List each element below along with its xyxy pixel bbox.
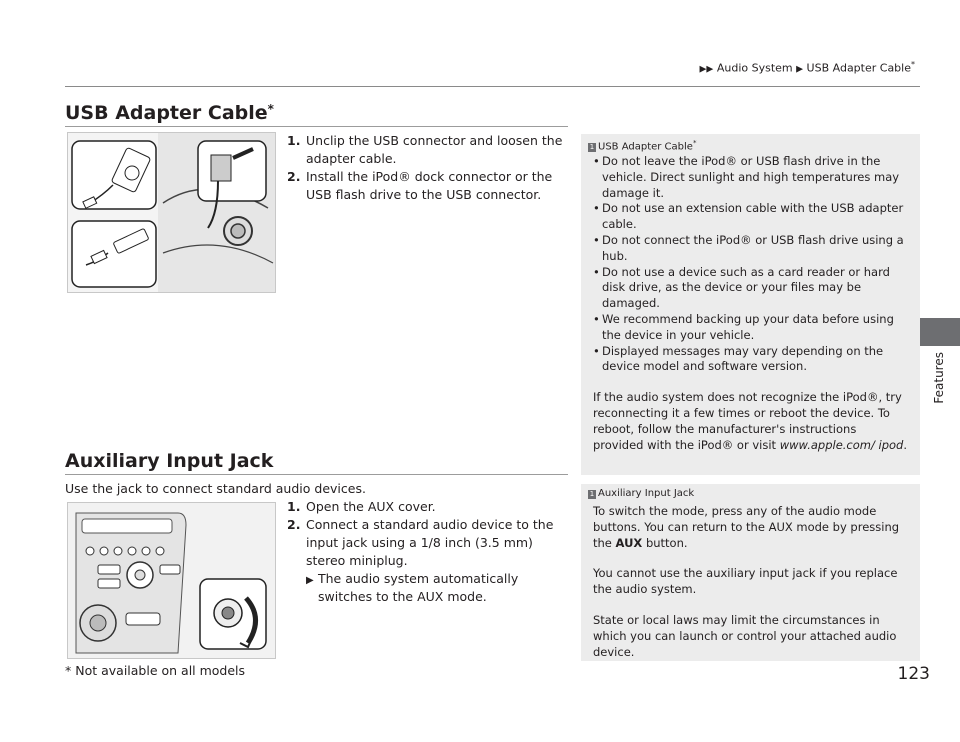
aux-note-heading bbox=[581, 484, 920, 502]
list-item bbox=[593, 201, 908, 233]
note-heading-text: Auxiliary Input Jack bbox=[598, 488, 695, 499]
paragraph-text: button. bbox=[642, 535, 688, 550]
bullet-icon: • bbox=[593, 311, 600, 326]
bullet-text: Do not use an extension cable with the USB adapter cable. bbox=[602, 201, 904, 232]
step-text: Open the AUX cover. bbox=[306, 499, 436, 514]
aux-intro: Use the jack to connect standard audio devices. bbox=[65, 481, 366, 496]
aux-step-1 bbox=[287, 498, 572, 516]
aux-steps bbox=[287, 498, 572, 606]
usb-section-title bbox=[65, 102, 274, 124]
breadcrumb-audio-system[interactable]: Audio System bbox=[716, 61, 793, 75]
page-number: 123 bbox=[897, 664, 930, 684]
bullet-icon: • bbox=[593, 201, 600, 216]
step-number: 1. bbox=[287, 133, 301, 148]
breadcrumb bbox=[700, 60, 916, 75]
result-text: The audio system automatically switches to the AUX mode. bbox=[318, 571, 519, 604]
aux-note-body bbox=[581, 502, 920, 660]
section-label: Features bbox=[932, 352, 946, 404]
paragraph-end: . bbox=[903, 437, 908, 452]
header-rule bbox=[65, 86, 920, 87]
usb-title-rule bbox=[65, 126, 568, 127]
list-item bbox=[593, 265, 908, 312]
step-number: 1. bbox=[287, 499, 301, 514]
footnote: * Not available on all models bbox=[65, 663, 246, 678]
aux-step-result bbox=[287, 570, 572, 606]
list-item bbox=[593, 312, 908, 344]
step-number: 2. bbox=[287, 517, 301, 532]
bullet-text: Do not leave the iPod® or USB flash drive in the vehicle. Direct sunlight and high temperatures may damage it. bbox=[602, 154, 900, 200]
aux-note-paragraph-1 bbox=[593, 504, 908, 551]
bullet-icon: • bbox=[593, 343, 600, 358]
list-item bbox=[593, 344, 908, 376]
usb-note-paragraph bbox=[593, 390, 908, 453]
note-heading-star: * bbox=[692, 139, 697, 147]
list-item bbox=[593, 233, 908, 265]
step-number: 2. bbox=[287, 169, 301, 184]
usb-title-star: * bbox=[267, 102, 274, 116]
aux-step-2 bbox=[287, 516, 572, 570]
aux-note-paragraph-3: State or local laws may limit the circumstances in which you can launch or control your attached audio device. bbox=[593, 612, 897, 659]
paragraph-text: To switch the mode, press any of the audio mode buttons. You can return to the AUX mode by pressing the bbox=[593, 504, 900, 550]
bullet-icon: • bbox=[593, 154, 600, 168]
note-marker-icon: 1 bbox=[589, 143, 595, 152]
note-heading-text: USB Adapter Cable bbox=[598, 141, 693, 153]
usb-steps bbox=[287, 132, 572, 204]
bullet-text: Do not use a device such as a card reader or hard disk drive, as the device or your files may be damaged. bbox=[602, 264, 890, 311]
breadcrumb-star: * bbox=[911, 60, 915, 69]
step-text: Connect a standard audio device to the input jack using a 1/8 inch (3.5 mm) stereo miniplug. bbox=[306, 517, 554, 568]
result-arrow-icon: ▶ bbox=[306, 575, 314, 586]
bullet-text: Displayed messages may vary depending on the device model and software version. bbox=[602, 343, 884, 374]
bullet-text: We recommend backing up your data before using the device in your vehicle. bbox=[602, 311, 894, 342]
aux-jack-illustration bbox=[67, 502, 276, 659]
usb-connector-illustration bbox=[67, 132, 276, 293]
aux-note-paragraph-2: You cannot use the auxiliary input jack if you replace the audio system. bbox=[593, 566, 898, 597]
paragraph-text: If the audio system does not recognize the iPod®, try reconnecting it a few times or reboot the device. To reboot, follow the manufacturer's instructions provided with the iPod® or visit bbox=[593, 390, 902, 452]
step-text: Unclip the USB connector and loosen the adapter cable. bbox=[306, 133, 563, 166]
bullet-text: Do not connect the iPod® or USB flash drive using a hub. bbox=[602, 232, 904, 263]
double-arrow-icon: ▶▶ bbox=[699, 64, 714, 75]
breadcrumb-usb-adapter-cable[interactable]: USB Adapter Cable bbox=[806, 61, 911, 75]
aux-title-rule bbox=[65, 474, 568, 475]
usb-note-heading bbox=[581, 134, 920, 152]
section-tab bbox=[914, 318, 960, 346]
usb-step-1 bbox=[287, 132, 572, 168]
aux-illustration-drawing bbox=[68, 503, 275, 658]
list-item bbox=[593, 154, 908, 201]
step-text: Install the iPod® dock connector or the USB flash drive to the USB connector. bbox=[306, 169, 553, 202]
usb-step-2 bbox=[287, 168, 572, 204]
usb-title-text: USB Adapter Cable bbox=[65, 102, 268, 124]
usb-note-body bbox=[581, 152, 920, 453]
aux-note-box bbox=[581, 484, 920, 661]
arrow-icon: ▶ bbox=[796, 64, 804, 75]
aux-section-title: Auxiliary Input Jack bbox=[65, 450, 274, 472]
usb-note-box bbox=[581, 134, 920, 475]
bullet-icon: • bbox=[593, 264, 600, 279]
aux-button-label: AUX bbox=[615, 535, 643, 550]
usb-illustration-drawing bbox=[68, 133, 275, 292]
apple-support-link[interactable]: www.apple.com/ ipod bbox=[779, 437, 904, 452]
bullet-icon: • bbox=[593, 232, 600, 247]
note-marker-icon: 1 bbox=[589, 490, 595, 498]
